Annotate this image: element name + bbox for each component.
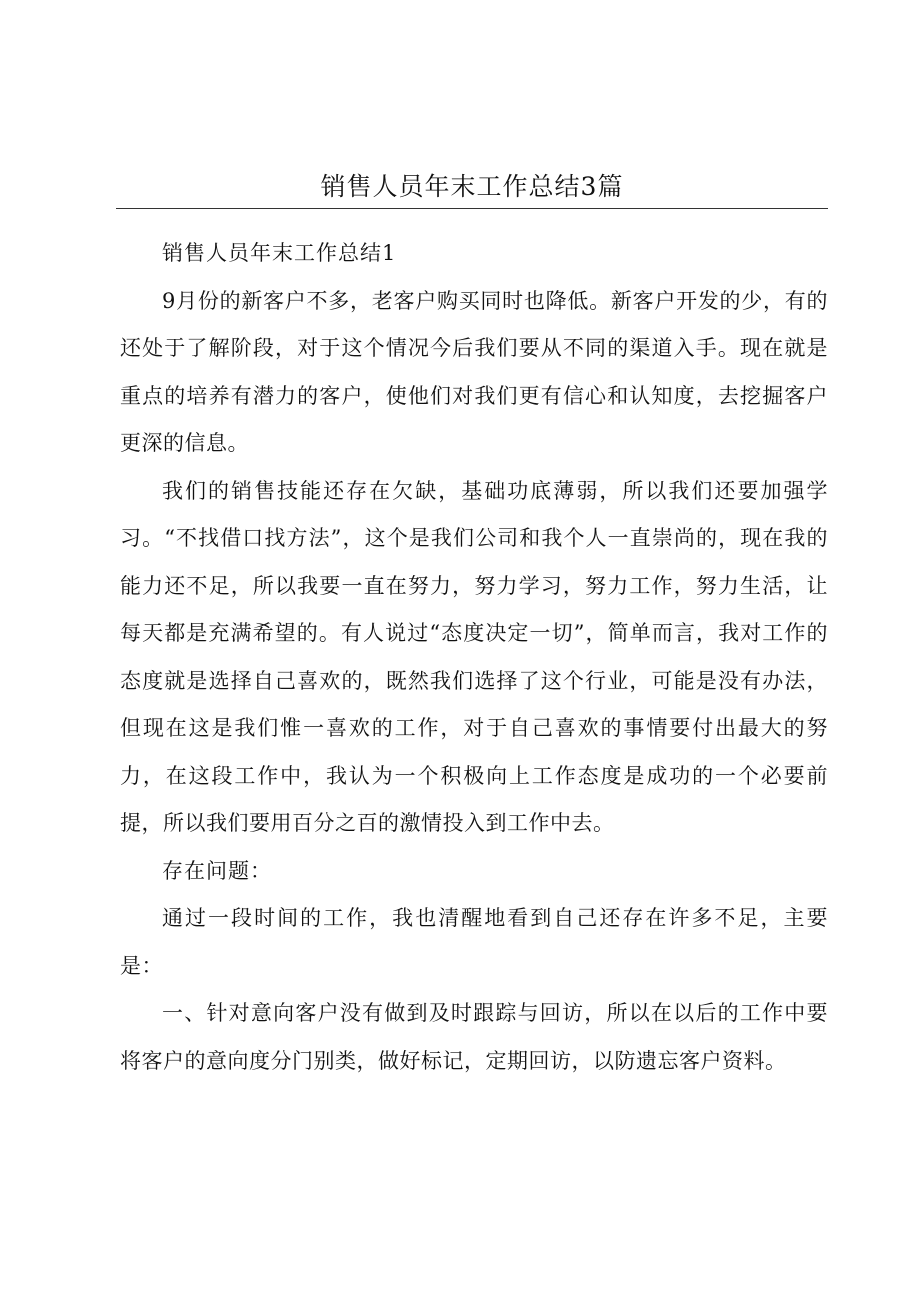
title-divider xyxy=(116,208,828,209)
section-heading: 销售人员年末工作总结1 xyxy=(162,241,397,265)
section-heading: 存在问题： xyxy=(162,858,272,883)
document-title: 销售人员年末工作总结3篇 xyxy=(320,172,624,201)
paragraph: 我们的销售技能还存在欠缺，基础功底薄弱，所以我们还要加强学习。“不找借口找方法”，这个是我们公司和我个人一直崇尚的，现在我的能力还不足，所以我要一直在努力，努力学习，努力工作，努力生活，让每天都是充满希望的。有人说过“态度决定一切”，简单而言，我对工作的态度就是选择自己喜欢的，既然我们选择了这个行业，可能是没有办法，但现在这是我们惟一喜欢的工作，对于自己喜欢的事情要付出最大的努力，在这段工作中，我认为一个积极向上工作态度是成功的一个必要前提，所以我们要用百分之百的激情投入到工作中去。 xyxy=(120,478,828,835)
document-body xyxy=(120,230,828,1085)
paragraph: 9月份的新客户不多，老客户购买同时也降低。新客户开发的少，有的还处于了解阶段，对于这个情况今后我们要从不同的渠道入手。现在就是重点的培养有潜力的客户，使他们对我们更有信心和认知度，去挖掘客户更深的信息。 xyxy=(120,288,828,455)
paragraph: 通过一段时间的工作，我也清醒地看到自己还存在许多不足，主要是： xyxy=(120,906,828,978)
paragraph: 一、针对意向客户没有做到及时跟踪与回访，所以在以后的工作中要将客户的意向度分门别类，做好标记，定期回访，以防遗忘客户资料。 xyxy=(120,1001,828,1073)
